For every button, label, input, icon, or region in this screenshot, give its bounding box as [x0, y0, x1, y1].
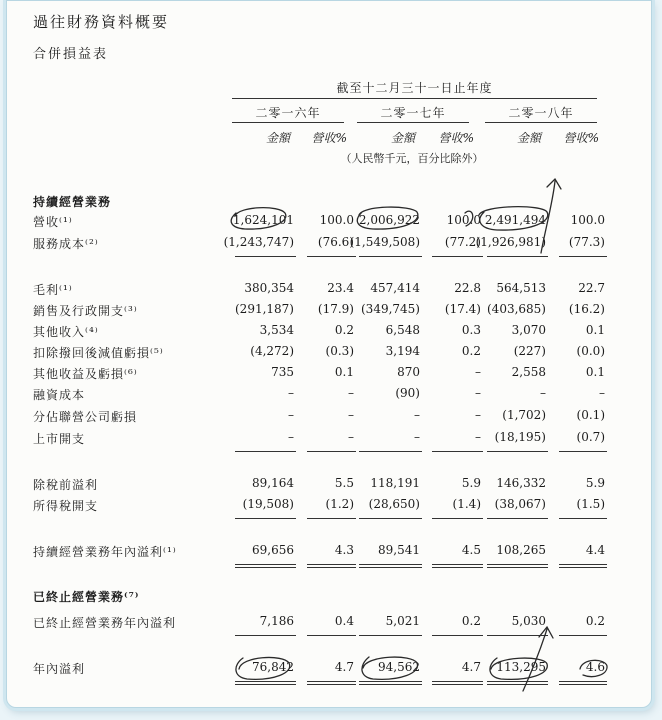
- total-rule-continuing-pct-2017: [432, 564, 483, 568]
- cell-amount-2016: 1,624,101: [232, 213, 294, 227]
- table-row-profit-for-year: [7, 660, 651, 680]
- cell-pct-2018: (16.2): [568, 302, 605, 316]
- cell-pct-2016: (17.9): [317, 302, 354, 316]
- subtotal-rule-pretax-amount-2018: [487, 451, 548, 452]
- cell-amount-2018: (38,067): [494, 497, 546, 511]
- cell-pct-2016: –: [348, 408, 354, 422]
- cell-pct-2018: 0.1: [585, 323, 605, 337]
- cell-amount-2016: (19,508): [242, 497, 294, 511]
- year-2016-underline: [232, 122, 344, 123]
- subtotal-rule-continuing-amount-2018: [487, 518, 548, 519]
- unit-note: （人民幣千元，百分比除外）: [340, 152, 484, 165]
- cell-pct-2018: (0.7): [576, 430, 605, 444]
- year-2018-header: 二零一八年: [508, 106, 574, 120]
- cell-pct-2018: 4.4: [585, 543, 605, 557]
- statement-title: 合併損益表: [33, 47, 109, 62]
- cell-pct-2017: 0.2: [461, 344, 481, 358]
- cell-pct-2016: –: [348, 386, 354, 400]
- cell-pct-2018: (77.3): [568, 235, 605, 249]
- cell-amount-2018: 108,265: [496, 543, 546, 557]
- cell-amount-2017: 3,194: [385, 344, 420, 358]
- cell-amount-2017: 89,541: [378, 543, 420, 557]
- total-rule-continuing-amount-2016: [235, 564, 296, 568]
- document-page: [6, 0, 652, 708]
- cell-amount-2018: (403,685): [487, 302, 546, 316]
- period-underline: [232, 98, 597, 99]
- table-row-finance-costs: [7, 386, 651, 406]
- row-label: 其他收入⁽⁴⁾: [33, 325, 99, 339]
- pct-header-2017: 營收%: [438, 131, 474, 145]
- amount-header-2017: 金額: [390, 131, 415, 145]
- cell-pct-2017: 4.5: [461, 543, 481, 557]
- cell-pct-2016: –: [348, 430, 354, 444]
- row-label: 分佔聯營公司虧損: [33, 410, 138, 424]
- table-row-cost-of-services: [7, 235, 651, 255]
- subtotal-rule-pretax-pct-2017: [432, 451, 483, 452]
- cell-pct-2017: 4.7: [461, 660, 481, 674]
- cell-amount-2017: –: [414, 430, 420, 444]
- cell-pct-2016: (76.6): [317, 235, 354, 249]
- cell-amount-2017: 118,191: [370, 476, 420, 490]
- cell-pct-2016: 4.7: [334, 660, 354, 674]
- table-row-continuing-profit-for-year: [7, 543, 651, 563]
- table-row-impairment-losses: [7, 344, 651, 364]
- amount-header-2018: 金額: [516, 131, 541, 145]
- table-row-income-tax-expense: [7, 497, 651, 517]
- cell-amount-2016: –: [288, 386, 294, 400]
- period-header: 截至十二月三十一日止年度: [336, 81, 493, 95]
- table-row-selling-admin-expenses: [7, 302, 651, 322]
- cell-amount-2017: 870: [397, 365, 420, 379]
- cell-amount-2016: 735: [271, 365, 294, 379]
- table-row-discontinued-profit-for-year: [7, 614, 651, 634]
- cell-pct-2018: –: [599, 386, 605, 400]
- cell-amount-2017: (28,650): [368, 497, 420, 511]
- subtotal-rule-continuing-pct-2018: [559, 518, 607, 519]
- year-2017-header: 二零一七年: [380, 106, 446, 120]
- row-label: 營收⁽¹⁾: [33, 215, 73, 229]
- cell-amount-2016: 380,354: [244, 281, 294, 295]
- total-rule-year-pct-2018: [559, 681, 607, 685]
- cell-pct-2018: 100.0: [570, 213, 605, 227]
- cell-pct-2017: 100.0: [446, 213, 481, 227]
- pct-header-2018: 營收%: [563, 131, 599, 145]
- cell-pct-2018: 5.9: [585, 476, 605, 490]
- table-row-other-gains-losses: [7, 365, 651, 385]
- cell-amount-2016: –: [288, 430, 294, 444]
- cell-amount-2018: 3,070: [511, 323, 546, 337]
- cell-amount-2017: (1,549,508): [349, 235, 420, 249]
- table-row-revenue: [7, 213, 651, 233]
- cell-pct-2017: 22.8: [454, 281, 481, 295]
- row-label: 其他收益及虧損⁽⁶⁾: [33, 367, 138, 381]
- section-title: 過往財務資料概要: [33, 13, 170, 31]
- total-rule-year-amount-2016: [235, 681, 296, 685]
- subtotal-rule-gross-amount-2016: [235, 256, 296, 257]
- cell-amount-2018: 146,332: [496, 476, 546, 490]
- cell-amount-2017: 2,006,922: [358, 213, 420, 227]
- total-rule-continuing-pct-2016: [307, 564, 356, 568]
- row-label: 除稅前溢利: [33, 478, 99, 492]
- cell-amount-2018: 113,295: [496, 660, 546, 674]
- cell-pct-2017: 0.2: [461, 614, 481, 628]
- cell-amount-2016: (1,243,747): [223, 235, 294, 249]
- year-2016-header: 二零一六年: [255, 106, 321, 120]
- table-row-share-of-associates-loss: [7, 408, 651, 428]
- year-2018-underline: [485, 122, 597, 123]
- cell-pct-2017: –: [475, 430, 481, 444]
- continuing-operations-heading: 持續經營業務: [33, 195, 112, 209]
- cell-amount-2016: (4,272): [250, 344, 294, 358]
- total-rule-year-amount-2018: [487, 681, 548, 685]
- subtotal-rule-discontinued-pct-2018: [559, 635, 607, 636]
- row-label: 扣除撥回後減值虧損⁽⁵⁾: [33, 346, 164, 360]
- total-rule-continuing-pct-2018: [559, 564, 607, 568]
- row-label: 持續經營業務年內溢利⁽¹⁾: [33, 545, 177, 559]
- subtotal-rule-discontinued-pct-2017: [432, 635, 483, 636]
- cell-amount-2018: (18,195): [494, 430, 546, 444]
- cell-pct-2017: (17.4): [444, 302, 481, 316]
- row-label: 已終止經營業務年內溢利: [33, 616, 177, 630]
- cell-pct-2016: (0.3): [325, 344, 354, 358]
- row-label: 銷售及行政開支⁽³⁾: [33, 304, 138, 318]
- cell-amount-2018: (1,926,981): [475, 235, 546, 249]
- subtotal-rule-gross-amount-2017: [359, 256, 422, 257]
- cell-amount-2018: 5,030: [511, 614, 546, 628]
- subtotal-rule-gross-pct-2016: [307, 256, 356, 257]
- cell-amount-2017: (349,745): [361, 302, 420, 316]
- cell-amount-2017: (90): [395, 386, 420, 400]
- table-row-listing-expenses: [7, 430, 651, 450]
- cell-amount-2018: (1,702): [502, 408, 546, 422]
- cell-pct-2016: 0.1: [334, 365, 354, 379]
- cell-amount-2018: –: [540, 386, 546, 400]
- cell-pct-2018: (0.0): [576, 344, 605, 358]
- cell-amount-2016: 69,656: [252, 543, 294, 557]
- cell-amount-2016: 3,534: [259, 323, 294, 337]
- row-label: 年內溢利: [33, 662, 86, 676]
- cell-pct-2016: 23.4: [327, 281, 354, 295]
- cell-amount-2017: 457,414: [370, 281, 420, 295]
- subtotal-rule-discontinued-amount-2017: [359, 635, 422, 636]
- cell-amount-2017: 5,021: [385, 614, 420, 628]
- cell-amount-2017: –: [414, 408, 420, 422]
- subtotal-rule-discontinued-amount-2018: [487, 635, 548, 636]
- subtotal-rule-pretax-amount-2016: [235, 451, 296, 452]
- subtotal-rule-continuing-pct-2016: [307, 518, 356, 519]
- subtotal-rule-discontinued-pct-2016: [307, 635, 356, 636]
- total-rule-year-pct-2017: [432, 681, 483, 685]
- subtotal-rule-gross-pct-2017: [432, 256, 483, 257]
- cell-amount-2018: 2,558: [511, 365, 546, 379]
- cell-pct-2017: 5.9: [461, 476, 481, 490]
- cell-amount-2016: 76,842: [252, 660, 294, 674]
- cell-pct-2016: 5.5: [334, 476, 354, 490]
- total-rule-continuing-amount-2018: [487, 564, 548, 568]
- subtotal-rule-discontinued-amount-2016: [235, 635, 296, 636]
- row-label: 融資成本: [33, 388, 86, 402]
- subtotal-rule-gross-pct-2018: [559, 256, 607, 257]
- total-rule-year-pct-2016: [307, 681, 356, 685]
- table-row-other-income: [7, 323, 651, 343]
- total-rule-year-amount-2017: [359, 681, 422, 685]
- cell-pct-2016: 4.3: [334, 543, 354, 557]
- table-row-gross-profit: [7, 281, 651, 301]
- subtotal-rule-continuing-pct-2017: [432, 518, 483, 519]
- cell-pct-2017: (77.2): [444, 235, 481, 249]
- cell-amount-2016: –: [288, 408, 294, 422]
- amount-header-2016: 金額: [265, 131, 290, 145]
- cell-pct-2016: 100.0: [319, 213, 354, 227]
- row-label: 毛利⁽¹⁾: [33, 283, 73, 297]
- row-label: 上市開支: [33, 432, 86, 446]
- table-row-profit-before-tax: [7, 476, 651, 496]
- cell-pct-2017: –: [475, 386, 481, 400]
- subtotal-rule-pretax-pct-2018: [559, 451, 607, 452]
- cell-pct-2016: 0.4: [334, 614, 354, 628]
- cell-amount-2018: 564,513: [496, 281, 546, 295]
- cell-amount-2016: 89,164: [252, 476, 294, 490]
- cell-amount-2018: (227): [513, 344, 546, 358]
- cell-amount-2017: 94,562: [378, 660, 420, 674]
- row-label: 服務成本⁽²⁾: [33, 237, 99, 251]
- cell-pct-2017: 0.3: [461, 323, 481, 337]
- subtotal-rule-continuing-amount-2016: [235, 518, 296, 519]
- cell-amount-2017: 6,548: [385, 323, 420, 337]
- subtotal-rule-continuing-amount-2017: [359, 518, 422, 519]
- cell-amount-2018: 2,491,494: [484, 213, 546, 227]
- cell-pct-2016: (1.2): [325, 497, 354, 511]
- subtotal-rule-gross-amount-2018: [487, 256, 548, 257]
- discontinued-operations-heading: 已終止經營業務⁽⁷⁾: [33, 590, 140, 604]
- cell-pct-2018: 22.7: [578, 281, 605, 295]
- subtotal-rule-pretax-pct-2016: [307, 451, 356, 452]
- pct-header-2016: 營收%: [311, 131, 347, 145]
- cell-amount-2016: 7,186: [259, 614, 294, 628]
- cell-pct-2018: (0.1): [576, 408, 605, 422]
- row-label: 所得稅開支: [33, 499, 99, 513]
- total-rule-continuing-amount-2017: [359, 564, 422, 568]
- cell-pct-2018: 0.1: [585, 365, 605, 379]
- subtotal-rule-pretax-amount-2017: [359, 451, 422, 452]
- year-2017-underline: [357, 122, 469, 123]
- cell-pct-2016: 0.2: [334, 323, 354, 337]
- cell-pct-2018: 4.6: [585, 660, 605, 674]
- cell-amount-2016: (291,187): [235, 302, 294, 316]
- cell-pct-2018: (1.5): [576, 497, 605, 511]
- cell-pct-2018: 0.2: [585, 614, 605, 628]
- cell-pct-2017: –: [475, 408, 481, 422]
- cell-pct-2017: –: [475, 365, 481, 379]
- cell-pct-2017: (1.4): [452, 497, 481, 511]
